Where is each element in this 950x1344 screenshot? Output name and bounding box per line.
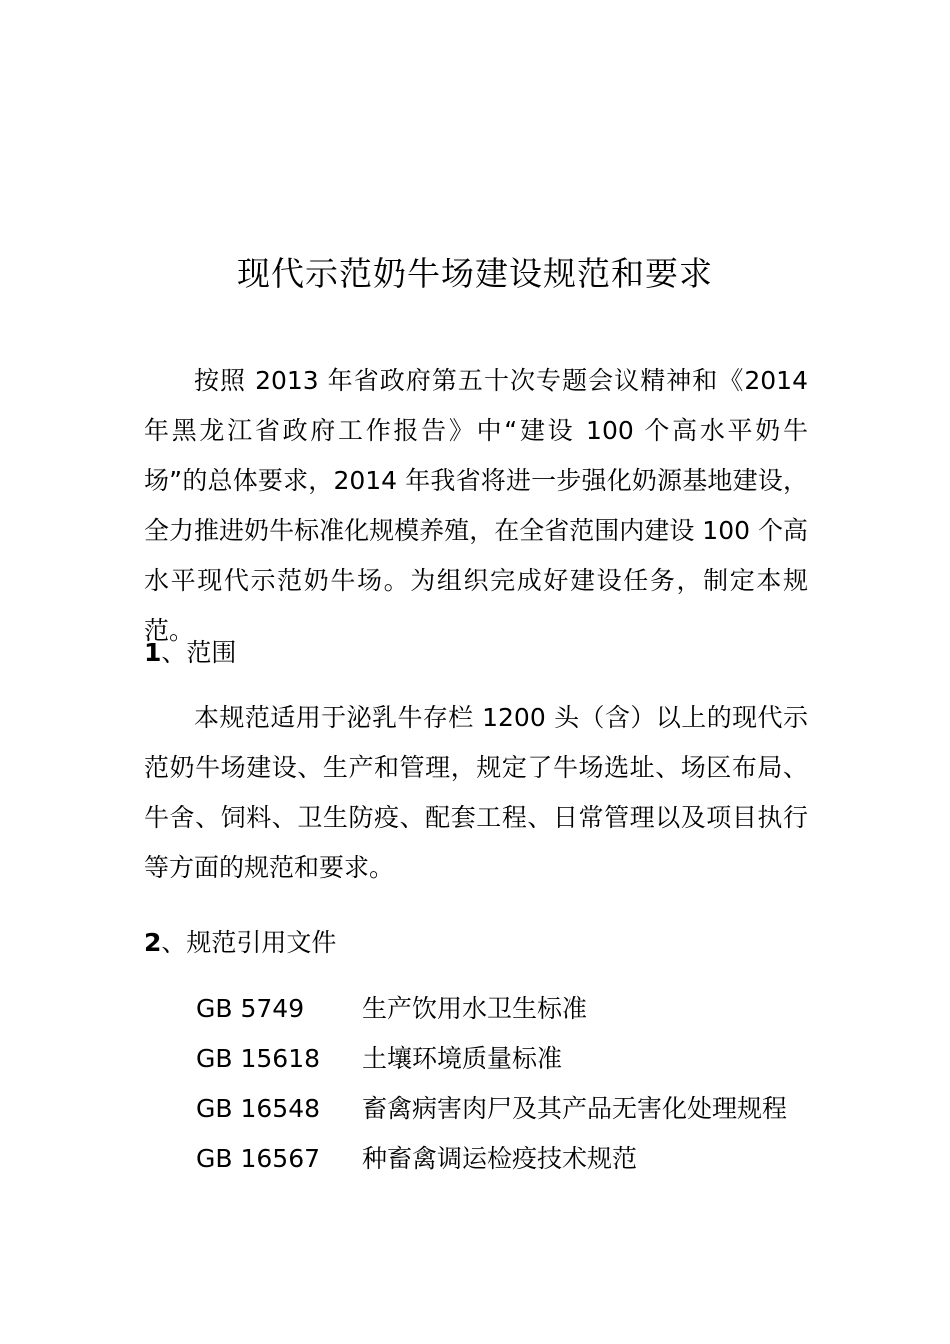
section-separator: 、 (161, 928, 187, 957)
section-heading-scope (144, 628, 236, 678)
section-heading-text: 规范引用文件 (186, 928, 337, 957)
section-separator: 、 (161, 638, 187, 667)
standard-name: 生产饮用水卫生标准 (362, 994, 588, 1023)
standard-name: 畜禽病害肉尸及其产品无害化处理规程 (362, 1094, 788, 1123)
section-number: 2 (144, 928, 162, 957)
document-title: 现代示范奶牛场建设规范和要求 (237, 254, 713, 293)
intro-paragraph: 按照 2013 年省政府第五十次专题会议精神和《2014年黑龙江省政府工作报告》中“建设 100 个高水平奶牛场”的总体要求，2014 年我省将进一步强化奶源基地建设，全力推进奶牛标准化规模养殖，在全省范围内建设 100 个高水平现代示范奶牛场。为组织完成好建设任务，制定本规范。 (144, 366, 808, 645)
section-heading-references (144, 918, 336, 968)
standard-code: GB 16567 (196, 1144, 320, 1173)
standard-code: GB 16548 (196, 1094, 320, 1123)
scope-paragraph: 本规范适用于泌乳牛存栏 1200 头（含）以上的现代示范奶牛场建设、生产和管理，规定了牛场选址、场区布局、牛舍、饲料、卫生防疫、配套工程、日常管理以及项目执行等方面的规范和要求。 (144, 703, 808, 882)
standard-name: 种畜禽调运检疫技术规范 (362, 1144, 638, 1173)
section-number: 1 (144, 638, 162, 667)
standard-code: GB 5749 (196, 994, 305, 1023)
section-heading-text: 范围 (186, 638, 237, 667)
standard-name: 土壤环境质量标准 (362, 1044, 563, 1073)
standard-code: GB 15618 (196, 1044, 320, 1073)
